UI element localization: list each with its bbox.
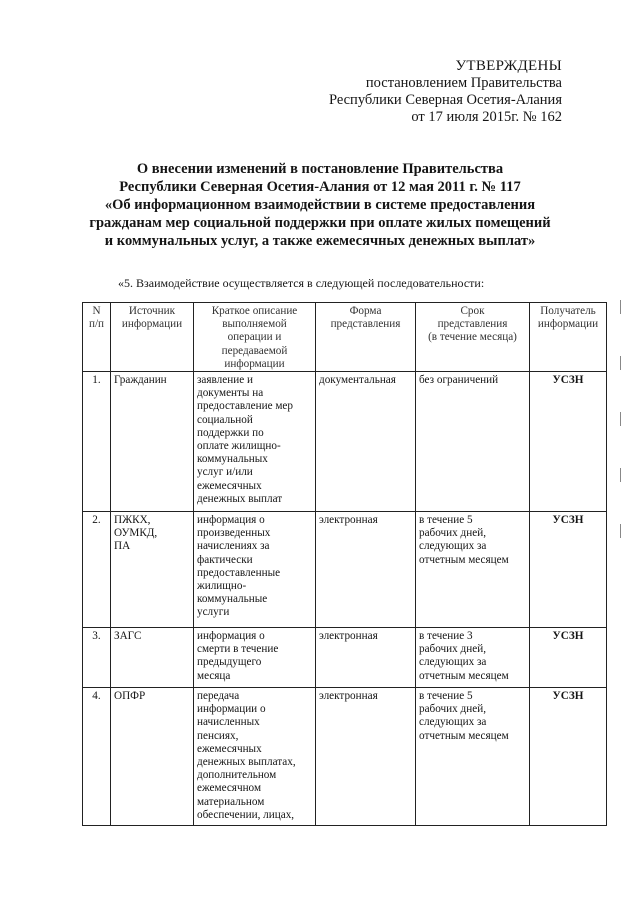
- cell-description: [194, 372, 316, 512]
- cell-line: передаваемой: [221, 344, 288, 357]
- cell-line: фактически: [197, 553, 253, 566]
- cell-line: дополнительном: [197, 769, 277, 782]
- cell-line: операции и: [227, 331, 282, 344]
- title-line-2: Республики Северная Осетия-Алания от 12 мая 2011 г. № 117: [119, 179, 521, 195]
- table-row: [83, 512, 607, 628]
- cell-line: Получатель: [540, 305, 596, 317]
- cell-line: ЗАГС: [114, 630, 142, 643]
- scan-mark: [620, 524, 621, 538]
- cell-term: [416, 372, 530, 512]
- cell-line: следующих за: [419, 716, 487, 729]
- cell-line: документы на: [197, 387, 264, 400]
- cell-line: денежных выплат: [197, 492, 283, 505]
- table-row: [83, 372, 607, 512]
- header-form: [316, 303, 416, 372]
- cell-line: в течение 5: [419, 514, 473, 527]
- cell-line: денежных выплатах,: [197, 756, 296, 769]
- cell-form: документальная: [316, 372, 416, 512]
- intro-paragraph: «5. Взаимодействие осуществляется в следующей последовательности:: [118, 276, 485, 290]
- cell-source: [111, 512, 194, 628]
- cell-receiver: УСЗН: [530, 512, 607, 628]
- table-row: [83, 628, 607, 688]
- cell-line: отчетным месяцем: [419, 669, 509, 682]
- cell-receiver: УСЗН: [530, 628, 607, 688]
- cell-line: передача: [197, 690, 240, 703]
- cell-num: 4.: [83, 688, 111, 826]
- cell-line: смерти в течение: [197, 643, 279, 656]
- cell-description: [194, 512, 316, 628]
- cell-line: материальном: [197, 795, 265, 808]
- table-header-row: [83, 303, 607, 372]
- cell-term: [416, 688, 530, 826]
- cell-line: поддержки по: [197, 426, 264, 439]
- cell-form: электронная: [316, 512, 416, 628]
- cell-source: [111, 688, 194, 826]
- interaction-table: [82, 302, 607, 826]
- cell-term: [416, 512, 530, 628]
- scan-mark: [620, 412, 621, 426]
- approval-heading: УТВЕРЖДЕНЫ: [455, 58, 562, 74]
- cell-line: предыдущего: [197, 656, 262, 669]
- scan-mark: [620, 468, 621, 482]
- cell-num: 2.: [83, 512, 111, 628]
- cell-line: предоставленные: [197, 566, 281, 579]
- cell-line: Форма: [349, 305, 382, 317]
- cell-line: информации о: [197, 703, 266, 716]
- cell-line: в течение 3: [419, 630, 473, 643]
- scan-mark: [620, 356, 621, 370]
- title-line-3: «Об информационном взаимодействии в системе предоставления: [104, 197, 536, 213]
- cell-line: рабочих дней,: [419, 703, 486, 716]
- cell-line: без ограничений: [419, 374, 499, 387]
- cell-line: ежемесячном: [197, 782, 262, 795]
- cell-line: начислениях за: [197, 540, 270, 553]
- cell-line: Источник: [128, 305, 176, 317]
- approval-line-2: Республики Северная Осетия-Алания: [328, 92, 562, 108]
- scan-edge-marks: [620, 300, 630, 720]
- cell-source: [111, 628, 194, 688]
- title-line-5: и коммунальных услуг, а также ежемесячных денежных выплат»: [104, 233, 536, 249]
- cell-line: обеспечении, лицах,: [197, 808, 295, 821]
- cell-line: представления: [330, 318, 401, 331]
- cell-line: пенсиях,: [197, 729, 239, 742]
- cell-line: услуг и/или: [197, 466, 253, 479]
- cell-line: начисленных: [197, 716, 260, 729]
- header-source: [111, 303, 194, 372]
- cell-line: коммунальных: [197, 453, 268, 466]
- cell-line: п/п: [88, 318, 105, 331]
- table-row: [83, 688, 607, 826]
- approval-line-1: постановлением Правительства: [365, 75, 562, 91]
- cell-num: 1.: [83, 372, 111, 512]
- cell-line: Срок: [460, 305, 485, 317]
- cell-source: [111, 372, 194, 512]
- approval-stamp: [262, 58, 562, 126]
- cell-form: электронная: [316, 688, 416, 826]
- cell-line: представления: [437, 318, 508, 331]
- cell-line: информация о: [197, 630, 265, 643]
- title-line-4: гражданам мер социальной поддержки при оплате жилых помещений: [89, 215, 551, 231]
- cell-line: произведенных: [197, 527, 271, 540]
- cell-line: следующих за: [419, 656, 487, 669]
- cell-line: в течение 5: [419, 690, 473, 703]
- scan-mark: [620, 300, 621, 314]
- cell-line: жилищно-: [197, 580, 247, 593]
- cell-line: заявление и: [197, 374, 253, 387]
- cell-line: ПА: [114, 540, 131, 553]
- cell-line: Гражданин: [114, 374, 167, 387]
- cell-term: [416, 628, 530, 688]
- cell-line: ежемесячных: [197, 479, 262, 492]
- cell-line: месяца: [197, 669, 231, 682]
- cell-description: [194, 688, 316, 826]
- cell-line: услуги: [197, 606, 230, 619]
- cell-line: следующих за: [419, 540, 487, 553]
- cell-description: [194, 628, 316, 688]
- cell-line: информации: [121, 318, 183, 331]
- cell-line: информации: [537, 318, 599, 331]
- cell-line: (в течение месяца): [428, 331, 517, 344]
- cell-line: Краткое описание: [211, 305, 298, 317]
- cell-line: информация о: [197, 514, 265, 527]
- cell-form: электронная: [316, 628, 416, 688]
- cell-line: социальной: [197, 413, 253, 426]
- cell-line: ежемесячных: [197, 742, 262, 755]
- title-line-1: О внесении изменений в постановление Правительства: [136, 161, 504, 177]
- cell-line: отчетным месяцем: [419, 729, 509, 742]
- cell-line: N: [92, 305, 101, 317]
- cell-line: ОПФР: [114, 690, 146, 703]
- cell-line: коммунальные: [197, 593, 268, 606]
- header-description: [194, 303, 316, 372]
- cell-line: оплате жилищно-: [197, 440, 281, 453]
- cell-line: рабочих дней,: [419, 643, 486, 656]
- approval-line-3: от 17 июля 2015г. № 162: [411, 109, 562, 125]
- cell-line: отчетным месяцем: [419, 553, 509, 566]
- cell-line: выполняемой: [222, 318, 287, 331]
- cell-line: рабочих дней,: [419, 527, 486, 540]
- cell-line: ПЖКХ,: [114, 514, 151, 527]
- header-num: [83, 303, 111, 372]
- header-term: [416, 303, 530, 372]
- cell-num: 3.: [83, 628, 111, 688]
- cell-receiver: УСЗН: [530, 688, 607, 826]
- header-receiver: [530, 303, 607, 372]
- cell-line: информации: [224, 357, 285, 370]
- cell-line: ОУМКД,: [114, 527, 158, 540]
- cell-receiver: УСЗН: [530, 372, 607, 512]
- cell-line: предоставление мер: [197, 400, 293, 413]
- document-title: [70, 160, 570, 250]
